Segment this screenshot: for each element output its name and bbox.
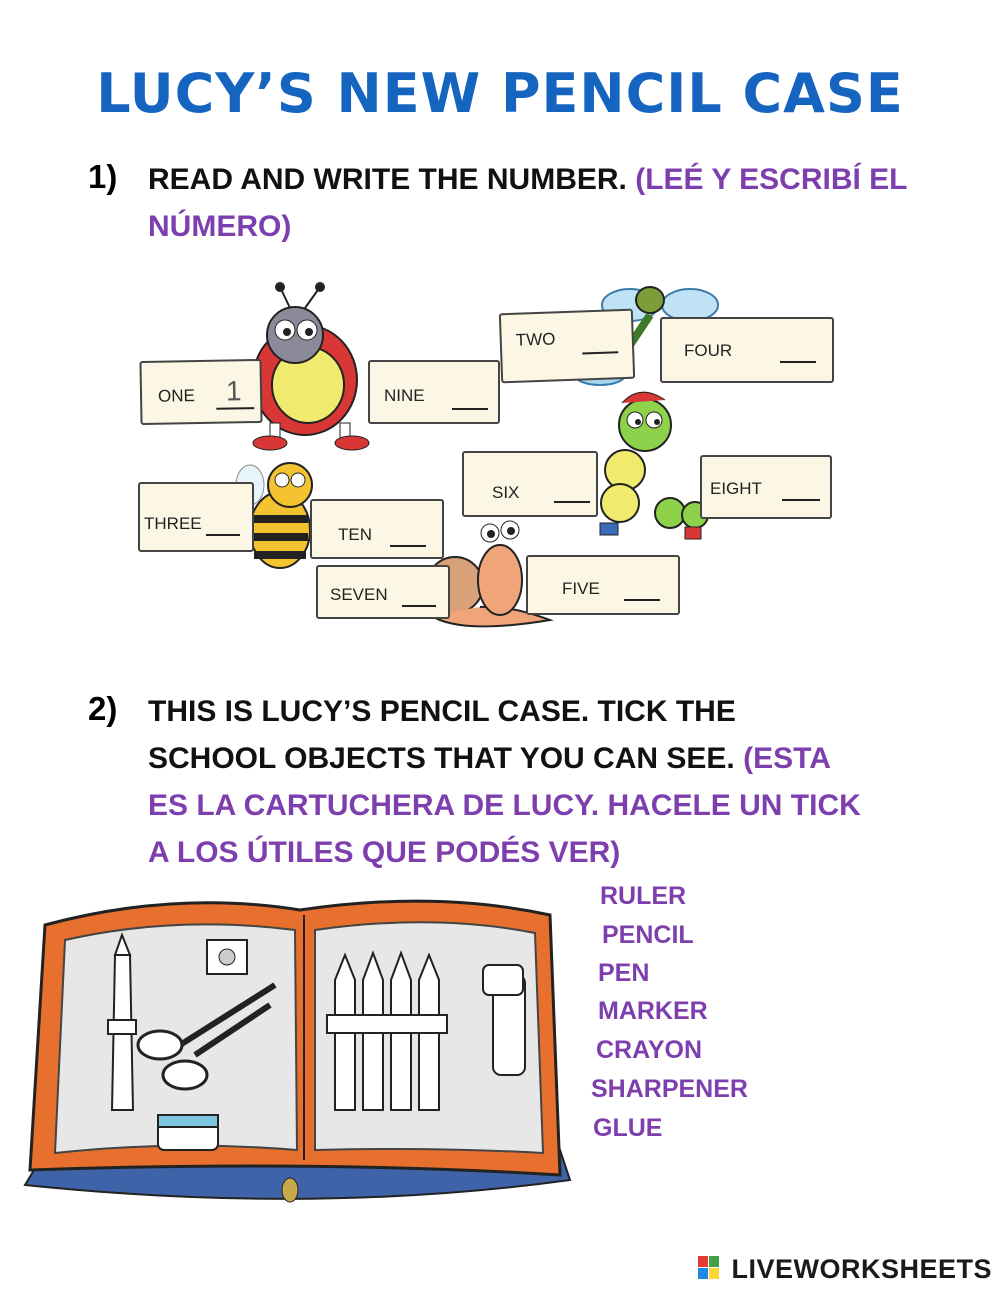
label-one-word: ONE: [157, 386, 196, 406]
object-pen[interactable]: PEN: [598, 959, 650, 987]
object-glue[interactable]: GLUE: [593, 1114, 663, 1142]
label-eight-blank: [782, 499, 820, 501]
label-two-word: TWO: [515, 329, 556, 350]
label-five: [526, 555, 680, 615]
label-eight: [700, 455, 832, 519]
label-three-blank: [206, 534, 240, 536]
label-ten: [310, 499, 444, 559]
object-pencil[interactable]: PENCIL: [602, 921, 694, 949]
caterpillar-icon: [600, 392, 708, 539]
label-three: [138, 482, 254, 552]
label-two: [499, 309, 635, 384]
label-seven-blank: [402, 605, 436, 607]
object-marker[interactable]: MARKER: [598, 997, 708, 1025]
object-sharpener[interactable]: SHARPENER: [591, 1075, 748, 1103]
label-six-word: SIX: [492, 483, 520, 502]
liveworksheets-brand: LIVEWORKSHEETS: [731, 1254, 992, 1284]
question-1-number: 1): [88, 158, 118, 195]
question-1-instruction: [148, 156, 908, 250]
label-ten-blank: [390, 545, 426, 547]
ladybug-icon: [253, 282, 369, 450]
label-seven-word: SEVEN: [330, 585, 388, 604]
question-2-instruction: [148, 688, 868, 876]
eraser-icon: [158, 1115, 218, 1150]
label-five-word: FIVE: [562, 579, 600, 598]
label-one-answer[interactable]: 1: [225, 375, 242, 407]
label-one: [139, 359, 262, 425]
label-eight-word: EIGHT: [710, 479, 762, 498]
bugs-illustration: [130, 275, 850, 650]
object-ruler[interactable]: RULER: [600, 882, 687, 910]
label-seven: [316, 565, 450, 619]
pencil-case-drawing: [15, 885, 575, 1215]
question-2-spanish: (ESTA ES LA CARTUCHERA DE LUCY. HACELE UN TICK A LOS ÚTILES QUE PODÉS VER): [148, 742, 861, 869]
question-1-spanish: (LEÉ Y ESCRIBÍ EL NÚMERO): [148, 163, 907, 243]
question-2-english: THIS IS LUCY’S PENCIL CASE. TICK THE SCHOOL OBJECTS THAT YOU CAN SEE.: [148, 695, 736, 775]
label-one-blank: [216, 407, 254, 410]
label-six-blank: [554, 501, 590, 503]
sharpener-icon: [207, 940, 247, 974]
label-four-blank: [780, 361, 816, 363]
label-nine-word: NINE: [384, 386, 425, 405]
pencil-case-icon: [25, 901, 570, 1202]
label-ten-word: TEN: [338, 525, 372, 544]
liveworksheets-logo-icon: [698, 1256, 720, 1280]
label-four: [660, 317, 834, 383]
object-crayon[interactable]: CRAYON: [596, 1036, 703, 1064]
label-four-word: FOUR: [684, 341, 733, 360]
pencil-case-illustration: [15, 885, 575, 1215]
label-five-blank: [624, 599, 660, 601]
label-nine: [368, 360, 500, 424]
question-2-number: 2): [88, 690, 118, 727]
label-three-word: THREE: [144, 514, 202, 533]
page-title: LUCY’S NEW PENCIL CASE: [96, 62, 904, 125]
label-nine-blank: [452, 408, 488, 410]
question-1-english: READ AND WRITE THE NUMBER.: [148, 163, 627, 196]
label-six: [462, 451, 598, 517]
label-two-blank: [582, 351, 618, 354]
